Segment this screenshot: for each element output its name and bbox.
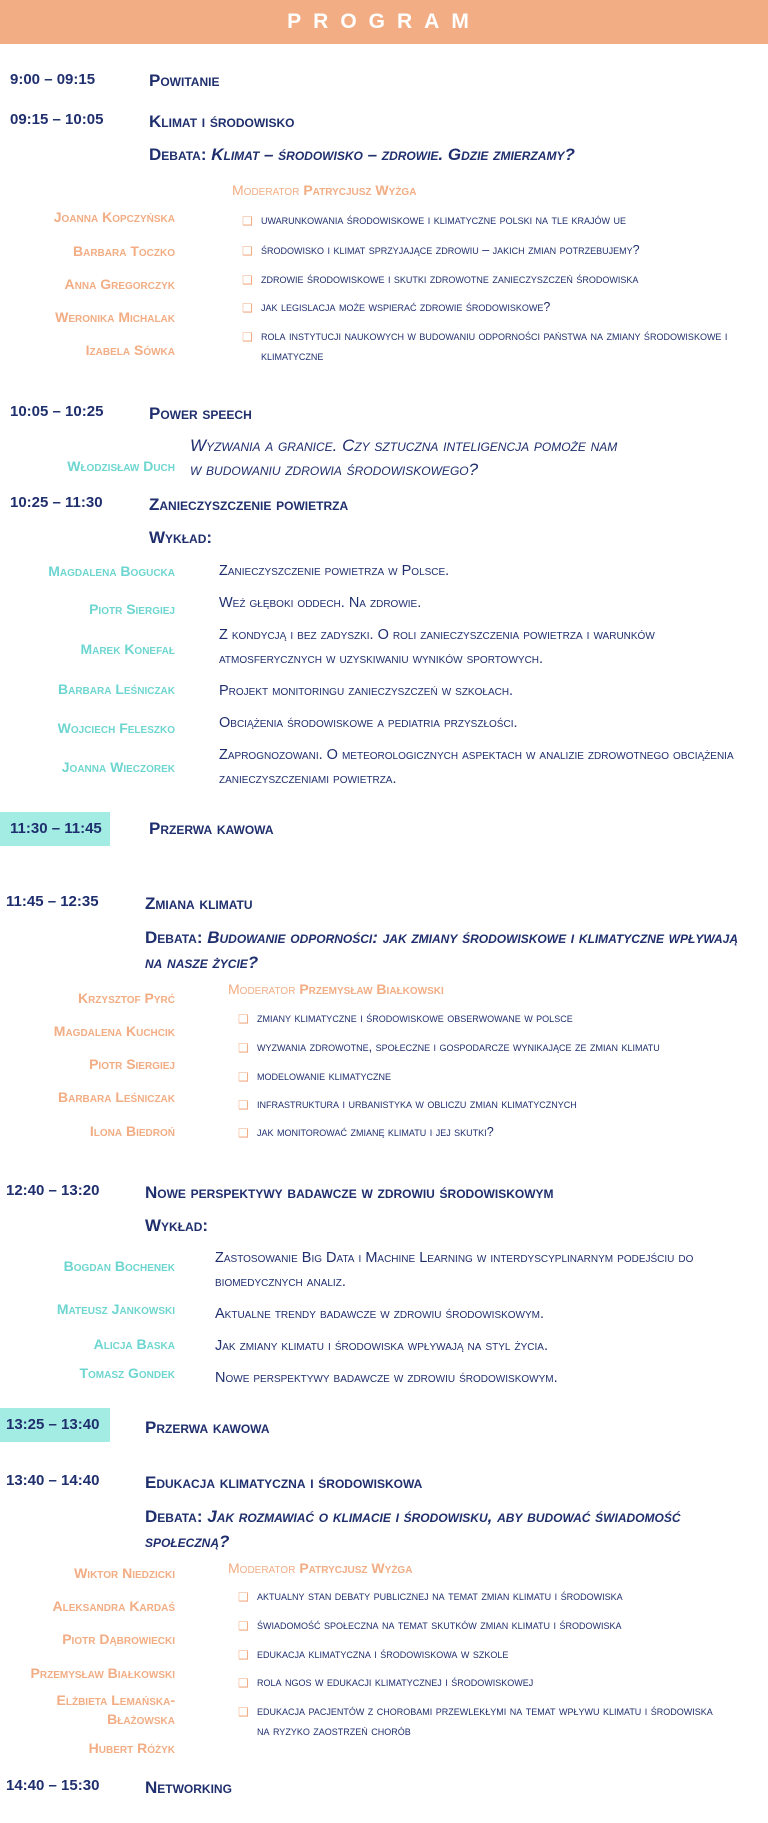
lecture-title: Weź głęboki oddech. Na zdrowie.	[219, 595, 422, 611]
moderator-label: Moderator	[228, 981, 296, 997]
debate-topic	[242, 210, 731, 230]
session-title: Zmiana klimatu	[145, 894, 253, 913]
speaker-name: Bogdan Bochenek	[63, 1258, 175, 1274]
speaker-name: Barbara Toczko	[73, 243, 175, 259]
topic-text: zmiany klimatyczne i środowiskowe obserwowane w polsce	[257, 1011, 573, 1025]
topic-text: jak legislacja może wspierać zdrowie środowiskowe?	[261, 300, 551, 314]
lecture-title: Zaprognozowani. O meteorologicznych aspektach w analizie zdrowotnego obciążenia zanieczyszczeniami powietrza.	[219, 747, 734, 787]
speaker-name: Mateusz Jankowski	[56, 1301, 175, 1317]
session-title: Klimat i środowisko	[149, 112, 295, 131]
speaker-name: Alicja Baska	[93, 1336, 175, 1352]
topic-text: środowisko i klimat sprzyjające zdrowiu – jakich zmian potrzebujemy?	[261, 243, 640, 257]
speaker-name: Barbara Leśniczak	[58, 681, 175, 697]
session-time: 9:00 – 09:15	[10, 71, 96, 88]
session-time: 10:25 – 11:30	[10, 494, 103, 511]
debate-prefix: Debata:	[145, 928, 203, 947]
debate-heading	[149, 142, 749, 167]
speaker-name: Marek Konefał	[80, 641, 175, 657]
session-time: 12:40 – 13:20	[6, 1182, 100, 1199]
debate-topic	[238, 1008, 727, 1028]
debate-heading	[145, 925, 755, 975]
topic-text: infrastruktura i urbanistyka w obliczu zmian klimatycznych	[257, 1097, 577, 1111]
topic-text: aktualny stan debaty publicznej na temat zmian klimatu i środowiska	[257, 1589, 623, 1603]
speaker-name: Hubert Różyk	[88, 1740, 175, 1756]
debate-title: Klimat – środowisko – zdrowie. Gdzie zmierzamy?	[211, 145, 575, 164]
lecture-title: Aktualne trendy badawcze w zdrowiu środowiskowym.	[215, 1306, 545, 1322]
speaker-name: Włodzisław Duch	[67, 458, 175, 474]
checkbox-icon: ❑	[238, 1619, 249, 1633]
break-time-highlight: 11:30 – 11:45	[0, 812, 110, 846]
speaker-name: Krzysztof Pyrć	[77, 990, 175, 1006]
debate-topic	[242, 240, 731, 260]
speaker-name: Joanna Wieczorek	[61, 759, 175, 775]
debate-topic	[238, 1615, 727, 1635]
session-title: Zanieczyszczenie powietrza	[149, 495, 349, 514]
speaker-name: Wojciech Feleszko	[57, 720, 175, 736]
checkbox-icon: ❑	[238, 1070, 249, 1084]
lecture-title: Nowe perspektywy badawcze w zdrowiu środowiskowym.	[215, 1370, 558, 1386]
session-title: Edukacja klimatyczna i środowiskowa	[145, 1473, 423, 1492]
speaker-name: Joanna Kopczyńska	[53, 209, 175, 225]
checkbox-icon: ❑	[242, 214, 253, 228]
checkbox-icon: ❑	[238, 1705, 249, 1719]
speaker-name: Magdalena Bogucka	[48, 563, 175, 579]
lecture-title: Zanieczyszczenie powietrza w Polsce.	[219, 563, 450, 579]
speaker-name: Izabela Sówka	[85, 342, 175, 358]
speaker-name: Barbara Leśniczak	[58, 1089, 175, 1105]
lecture-title: Z kondycją i bez zadyszki. O roli zanieczyszczenia powietrza i warunków atmosferycznych w uzyskiwaniu wyników sportowych.	[219, 627, 655, 667]
lecture-label: Wykład:	[149, 528, 213, 547]
session-time: 10:05 – 10:25	[10, 403, 104, 420]
speaker-name: Przemysław Białkowski	[30, 1665, 175, 1681]
checkbox-icon: ❑	[238, 1648, 249, 1662]
moderator-line	[228, 981, 444, 997]
debate-heading	[145, 1504, 745, 1554]
debate-topic	[238, 1066, 727, 1086]
topic-text: edukacja klimatyczna i środowiskowa w szkole	[257, 1647, 509, 1661]
topic-text: edukacja pacjentów z chorobami przewlekłymi na temat wpływu klimatu i środowiska na ryzyko zaostrzeń chorób	[257, 1704, 713, 1738]
topic-text: uwarunkowania środowiskowe i klimatyczne polski na tle krajów ue	[261, 213, 626, 227]
power-speech-title: w budowaniu zdrowia środowiskowego?	[190, 460, 479, 479]
checkbox-icon: ❑	[238, 1098, 249, 1112]
lecture-title: Jak zmiany klimatu i środowiska wpływają na styl życia.	[215, 1338, 548, 1354]
moderator-name: Patrycjusz Wyżga	[299, 1560, 413, 1576]
lecture-title: Obciążenia środowiskowe a pediatria przyszłości.	[219, 715, 518, 731]
moderator-name: Patrycjusz Wyżga	[303, 182, 417, 198]
moderator-line	[228, 1560, 412, 1576]
topic-text: świadomość społeczna na temat skutków zmian klimatu i środowiska	[257, 1618, 622, 1632]
speaker-name: Piotr Siergiej	[89, 601, 175, 617]
moderator-line	[232, 182, 416, 198]
topic-text: rola ngos w edukacji klimatycznej i środowiskowej	[257, 1675, 534, 1689]
debate-topic	[238, 1701, 727, 1741]
speaker-name: Elżbieta Lemańska-Błażowska	[56, 1692, 175, 1727]
lecture-title: Zastosowanie Big Data i Machine Learning w interdyscyplinarnym podejściu do biomedycznych analiz.	[215, 1250, 694, 1290]
debate-prefix: Debata:	[149, 145, 207, 164]
session-title: Networking	[145, 1778, 232, 1797]
checkbox-icon: ❑	[238, 1676, 249, 1690]
moderator-label: Moderator	[228, 1560, 296, 1576]
topic-text: zdrowie środowiskowe i skutki zdrowotne zanieczyszczeń środowiska	[261, 272, 639, 286]
debate-title: Budowanie odporności: jak zmiany środowiskowe i klimatyczne wpływają na nasze życie?	[145, 928, 739, 972]
topic-text: jak monitorować zmianę klimatu i jej skutki?	[257, 1125, 494, 1139]
checkbox-icon: ❑	[238, 1126, 249, 1140]
checkbox-icon: ❑	[242, 273, 253, 287]
moderator-label: Moderator	[232, 182, 300, 198]
session-title: Przerwa kawowa	[145, 1418, 270, 1437]
session-title: Nowe perspektywy badawcze w zdrowiu środowiskowym	[145, 1183, 554, 1202]
speaker-name: Piotr Dąbrowiecki	[62, 1631, 175, 1647]
session-title: Przerwa kawowa	[149, 819, 274, 838]
debate-prefix: Debata:	[145, 1507, 203, 1526]
debate-topic	[242, 269, 731, 289]
speaker-name: Magdalena Kuchcik	[53, 1023, 175, 1039]
speaker-name: Weronika Michalak	[55, 309, 175, 325]
speaker-name: Wiktor Niedzicki	[74, 1565, 175, 1581]
session-time: 14:40 – 15:30	[6, 1777, 100, 1794]
speaker-name: Piotr Siergiej	[89, 1056, 175, 1072]
debate-topic	[238, 1586, 727, 1606]
checkbox-icon: ❑	[242, 244, 253, 258]
checkbox-icon: ❑	[238, 1012, 249, 1026]
topic-text: modelowanie klimatyczne	[257, 1069, 391, 1083]
power-speech-title: Wyzwania a granice. Czy sztuczna inteligencja pomoże nam	[190, 436, 618, 455]
debate-title: Jak rozmawiać o klimacie i środowisku, aby budować świadomość społeczną?	[145, 1507, 681, 1551]
topic-text: wyzwania zdrowotne, społeczne i gospodarcze wynikające ze zmian klimatu	[257, 1040, 660, 1054]
speaker-name: Ilona Biedroń	[89, 1123, 175, 1139]
session-title: Powitanie	[149, 71, 220, 90]
debate-topic	[238, 1672, 727, 1692]
program-banner: PROGRAM	[0, 0, 768, 44]
debate-topic	[238, 1094, 727, 1114]
topic-text: rola instytucji naukowych w budowaniu odporności państwa na zmiany środowiskowe i klimatyczne	[261, 329, 728, 363]
debate-topic	[242, 297, 731, 317]
speaker-name: Anna Gregorczyk	[64, 276, 175, 292]
checkbox-icon: ❑	[242, 301, 253, 315]
debate-topic	[238, 1644, 727, 1664]
lecture-label: Wykład:	[145, 1216, 209, 1235]
debate-topic	[242, 326, 731, 366]
debate-topic	[238, 1037, 727, 1057]
lecture-title: Projekt monitoringu zanieczyszczeń w szkołach.	[219, 683, 514, 699]
speaker-name: Aleksandra Kardaś	[52, 1598, 175, 1614]
checkbox-icon: ❑	[238, 1590, 249, 1604]
debate-topic	[238, 1122, 727, 1142]
checkbox-icon: ❑	[238, 1041, 249, 1055]
moderator-name: Przemysław Białkowski	[299, 981, 444, 997]
checkbox-icon: ❑	[242, 330, 253, 344]
session-time: 13:40 – 14:40	[6, 1472, 100, 1489]
session-time: 09:15 – 10:05	[10, 111, 104, 128]
break-time-highlight: 13:25 – 13:40	[0, 1408, 110, 1442]
speaker-name: Tomasz Gondek	[79, 1365, 175, 1381]
session-time: 11:45 – 12:35	[6, 893, 99, 910]
session-title: Power speech	[149, 404, 252, 423]
